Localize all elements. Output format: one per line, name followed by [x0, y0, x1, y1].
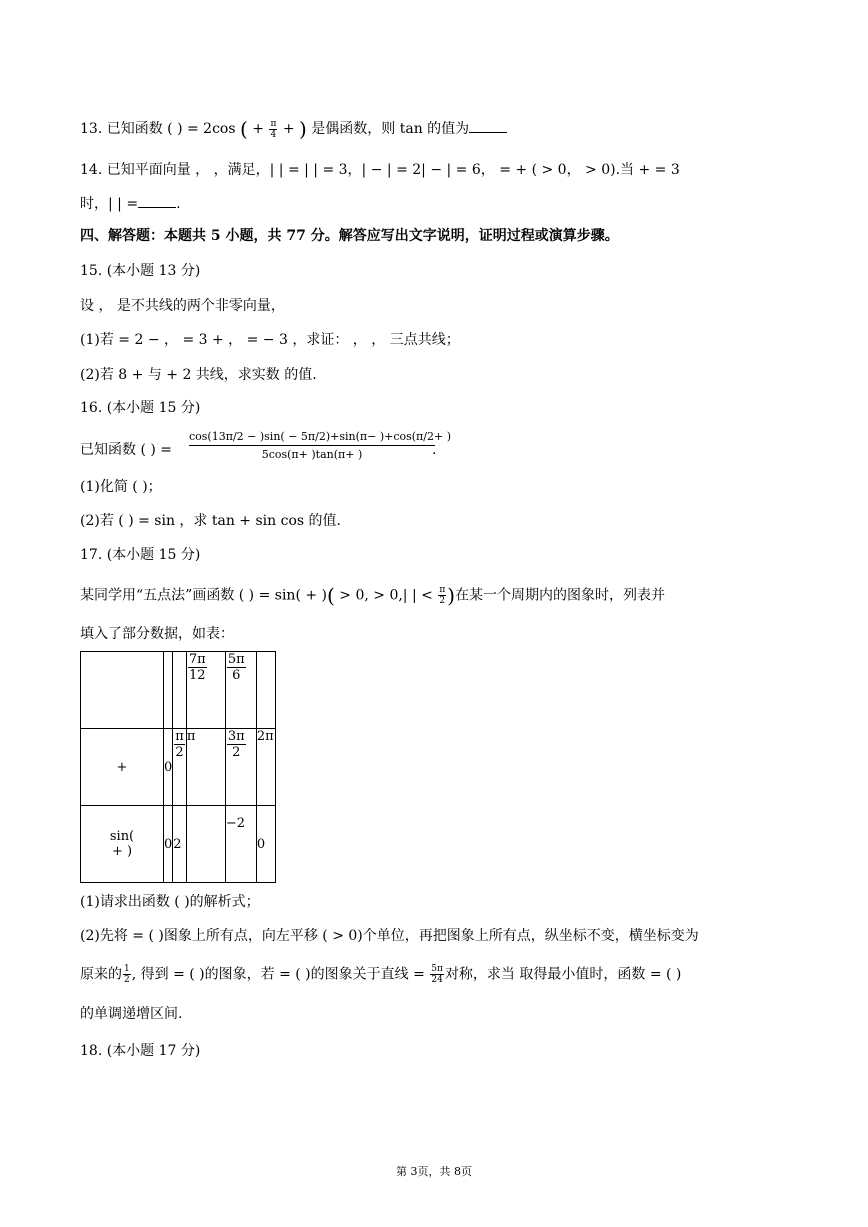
table-row-label: sin( + )	[81, 806, 164, 883]
fraction-numerator: cos(13π/2 − )sin( − 5π/2)+sin(π− )+cos(π/2+ )	[189, 430, 435, 446]
page-footer: 第 3页，共 8页	[396, 1165, 472, 1178]
table-cell	[81, 652, 164, 729]
q15-part2: (2)若 8 + 与 + 2 共线，求实数 的值.	[80, 367, 317, 383]
q17-part2-line1: (2)先将 = ( )图象上所有点，向左平移 ( > 0)个单位，再把图象上所有点，纵坐标不变，横坐标变为	[80, 928, 699, 944]
q16-heading: 16. (本小题 15 分)	[80, 400, 201, 416]
table-cell	[256, 652, 275, 729]
section-heading: 四、解答题：本题共 5 小题，共 77 分。解答应写出文字说明，证明过程或演算步骤。	[80, 228, 619, 244]
answer-blank[interactable]	[138, 193, 176, 208]
q17-line2: 填入了部分数据，如表：	[80, 626, 234, 642]
q16-lead: 已知函数 ( ) =	[80, 442, 173, 458]
question-14-line2: 时，| | = .	[80, 193, 181, 214]
answer-blank[interactable]	[469, 118, 507, 133]
table-row-label: +	[81, 729, 164, 806]
q16-part1: (1)化简 ( )；	[80, 479, 162, 495]
question-14-line1: 14. 已知平面向量 ， ，满足，| | = | | = 3，| − | = 2| − | = 6， = + ( > 0， > 0).当 + = 3	[80, 162, 680, 178]
q13-suffix: 是偶函数，则 tan 的值为	[311, 121, 470, 137]
pi-over-4: $\frac{\pi}{4}$	[270, 118, 277, 140]
q16-part2: (2)若 ( ) = sin ，求 tan + sin cos 的值.	[80, 513, 341, 529]
q17-part2-line2: 原来的 $\frac{1}{2}$ , 得到 = ( )的图象，若 = ( )的图象关于直线 = $\frac{5\pi}{24}$ 对称，求当 取得最小值时，函数 = ( )	[80, 964, 682, 985]
q18-heading: 18. (本小题 17 分)	[80, 1043, 201, 1059]
question-13: 13. 已知函数 ( ) = 2cos ( + $\frac{\pi}{4}$ + ) 是偶函数，则 tan 的值为	[80, 118, 507, 140]
q17-part2-line3: 的单调递增区间.	[80, 1006, 183, 1022]
q13-prefix: 13. 已知函数 ( ) = 2cos	[80, 121, 236, 137]
table-cell: $\frac{7\pi}{12}$	[186, 652, 225, 729]
q15-part1: (1)若 = 2 − ， = 3 + ， = − 3 ，求证： ， ， 三点共线；	[80, 332, 460, 348]
q17-line1: 某同学用“五点法”画函数 ( ) = sin( + )( > 0, > 0,| | < $\frac{\pi}{2}$ )在某一个周期内的图象时，列表并	[80, 583, 666, 608]
q17-part1: (1)请求出函数 ( )的解析式；	[80, 894, 260, 910]
q17-heading: 17. (本小题 15 分)	[80, 547, 201, 563]
fraction-denominator: 5cos(π+ )tan(π+ )	[261, 448, 363, 461]
table-cell	[173, 652, 187, 729]
q15-heading: 15. (本小题 13 分)	[80, 263, 201, 279]
table-cell	[164, 652, 173, 729]
data-table: $\frac{7\pi}{12}$ $\frac{5\pi}{6}$ + 0 $\frac{\pi}{2}$ π $\frac{3\pi}{2}$ 2π sin( + ) 0 2 −2 0	[80, 651, 276, 883]
table-cell: $\frac{5\pi}{6}$	[225, 652, 256, 729]
q15-intro: 设 ， 是不共线的两个非零向量，	[80, 298, 285, 314]
q16-fraction	[189, 430, 451, 461]
